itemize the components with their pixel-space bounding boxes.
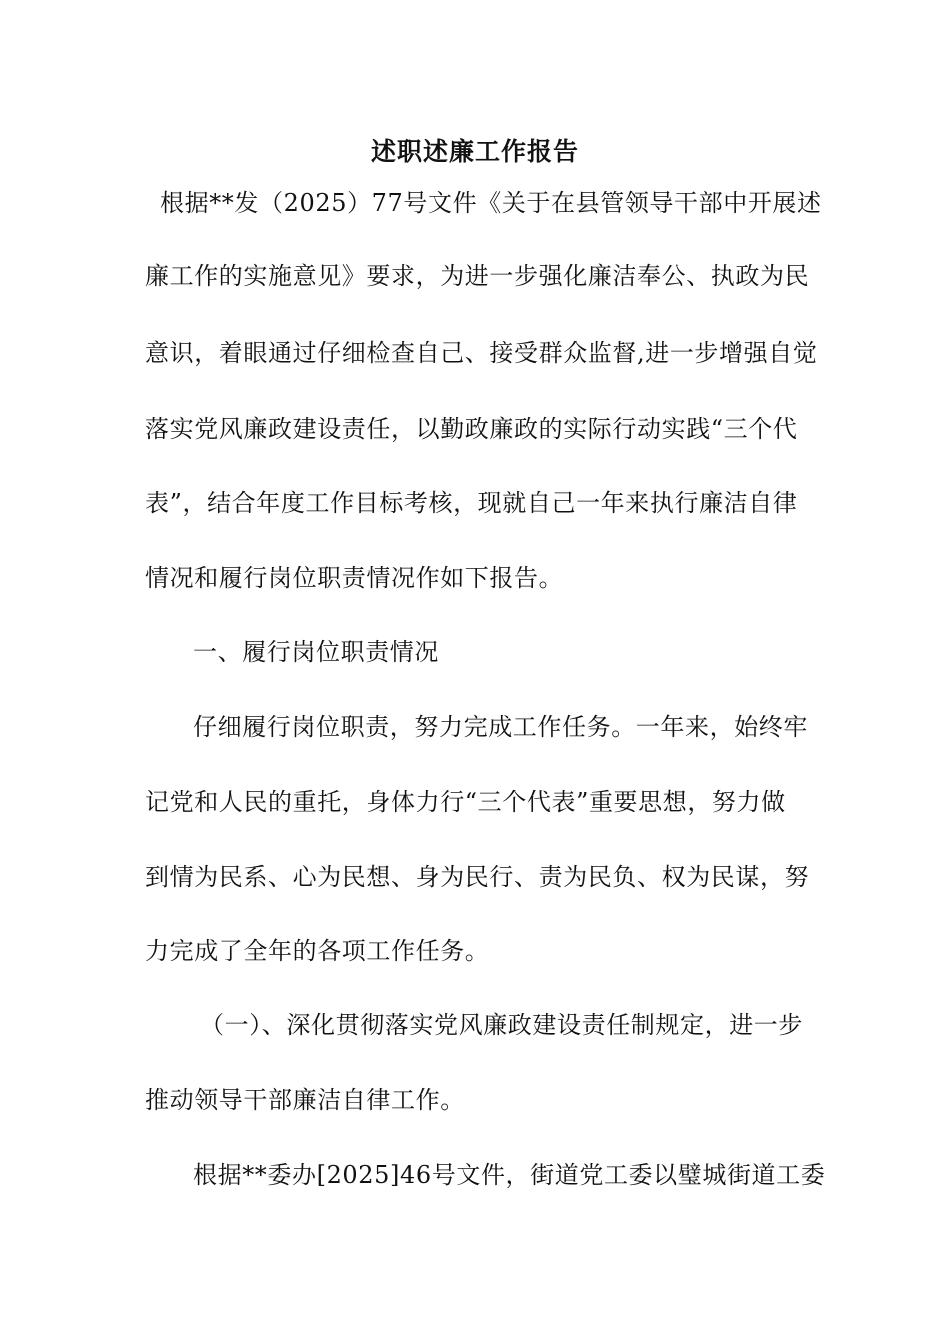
section-heading: 一、履行岗位职责情况 (193, 638, 439, 666)
paragraph-line: 记党和人民的重托，身体力行“三个代表”重要思想，努力做 (145, 788, 786, 816)
paragraph-line: 根据**发（2025）77号文件《关于在县管领导干部中开展述 (160, 189, 822, 217)
subsection-heading-line: 推动领导干部廉洁自律工作。 (145, 1086, 465, 1114)
paragraph-line: 情况和履行岗位职责情况作如下报告。 (145, 564, 564, 592)
paragraph-line: 根据**委办[2025]46号文件，街道党工委以璧城街道工委 (193, 1161, 826, 1189)
paragraph-line: 力完成了全年的各项工作任务。 (145, 937, 490, 965)
subsection-heading: （一）、深化贯彻落实党风廉政建设责任制规定，进一步 (200, 1011, 803, 1039)
paragraph-line: 廉工作的实施意见》要求，为进一步强化廉洁奉公、执政为民 (145, 262, 810, 290)
paragraph-line: 落实党风廉政建设责任，以勤政廉政的实际行动实践“三个代 (145, 415, 798, 443)
paragraph-line: 到情为民系、心为民想、身为民行、责为民负、权为民谋，努 (145, 863, 810, 891)
paragraph-line: 仔细履行岗位职责，努力完成工作任务。一年来，始终牢 (193, 713, 808, 741)
document-title: 述职述廉工作报告 (370, 137, 579, 166)
paragraph-line: 表”，结合年度工作目标考核，现就自己一年来执行廉洁自律 (145, 489, 798, 517)
paragraph-line: 意识，着眼通过仔细检查自己、接受群众监督,进一步增强自觉 (145, 339, 818, 367)
